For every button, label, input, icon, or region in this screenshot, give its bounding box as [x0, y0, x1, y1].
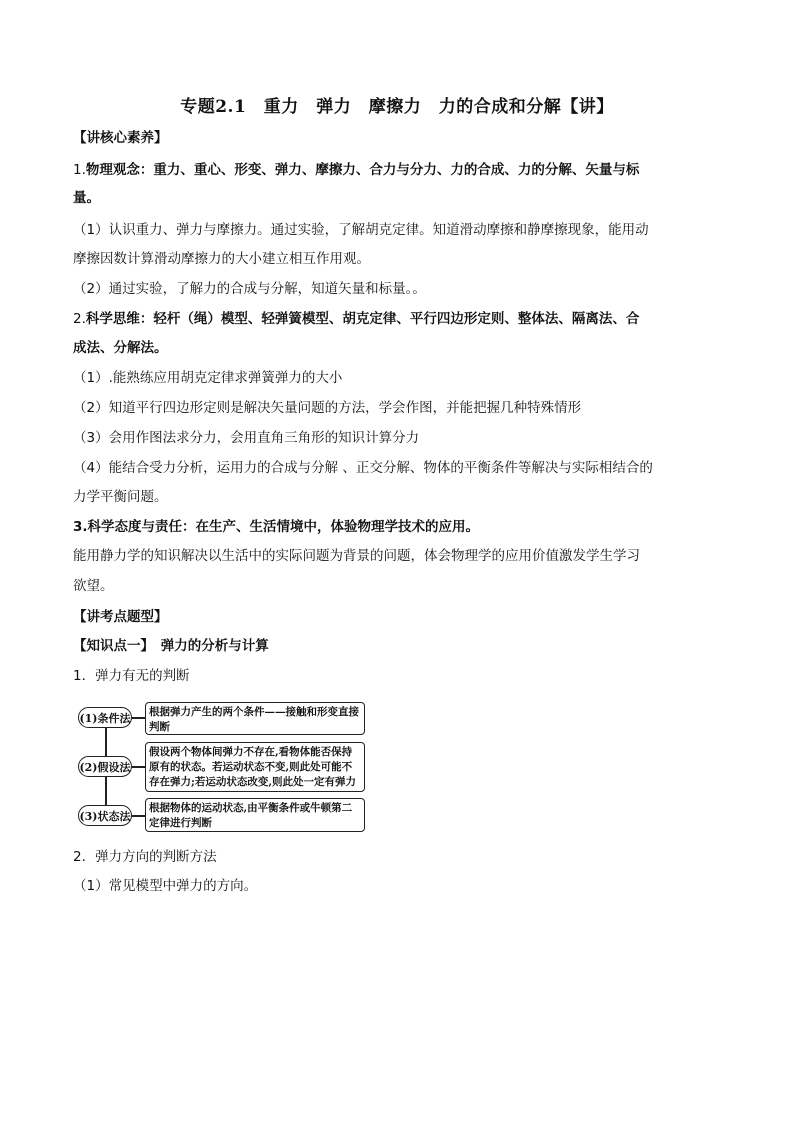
- text-line: （1）认识重力、弹力与摩擦力。通过实验，了解胡克定律。知道滑动摩擦和静摩擦现象，能用动: [73, 222, 649, 238]
- text-line: （1）常见模型中弹力的方向。: [73, 878, 258, 894]
- text-line: 力学平衡问题。: [73, 489, 168, 505]
- method-label: (2)假设法: [78, 756, 132, 777]
- text-line: （3）会用作图法求分力，会用直角三角形的知识计算分力: [73, 430, 420, 446]
- elastic-force-judgment-diagram: [73, 700, 373, 840]
- knowledge-point-heading: 【知识点一】 弹力的分析与计算: [73, 638, 269, 654]
- connector-line: [132, 766, 145, 768]
- page-title: 专题2.1 重力 弹力 摩擦力 力的合成和分解【讲】: [180, 97, 614, 117]
- method-description: 根据弹力产生的两个条件——接触和形变直接判断: [145, 702, 365, 735]
- paragraph-physics-concept-cont: 量。: [73, 190, 100, 206]
- text-line: 2．弹力方向的判断方法: [73, 849, 217, 865]
- text-line: （2）通过实验，了解力的合成与分解，知道矢量和标量。。: [73, 281, 426, 297]
- text-line: 能用静力学的知识解决以生活中的实际问题为背景的问题，体会物理学的应用价值激发学生学习: [73, 548, 640, 564]
- method-description: 假设两个物体间弹力不存在,看物体能否保持原有的状态。若运动状态不变,则此处可能不存在弹力;若运动状态改变,则此处一定有弹力: [145, 742, 365, 792]
- section-heading-core: 【讲核心素养】: [73, 130, 168, 146]
- text-line: 欲望。: [73, 578, 114, 594]
- item-label: 物理观念：重力、重心、形变、弹力、摩擦力、合力与分力、力的合成、力的分解、矢量与标: [85, 162, 640, 178]
- text-line: （1）.能熟练应用胡克定律求弹簧弹力的大小: [73, 370, 343, 386]
- connector-line: [132, 815, 145, 817]
- text-line: （4）能结合受力分析，运用力的合成与分解 、正交分解、物体的平衡条件等解决与实际相结合的: [73, 460, 653, 476]
- paragraph-attitude: 3.科学态度与责任：在生产、生活情境中，体验物理学技术的应用。: [73, 519, 480, 535]
- section-heading-exam: 【讲考点题型】: [73, 609, 168, 625]
- item-label: 科学思维：轻杆（绳）模型、轻弹簧模型、胡克定律、平行四边形定则、整体法、隔离法、合: [85, 311, 640, 327]
- item-number: 2.: [73, 311, 86, 327]
- method-label: (3)状态法: [78, 805, 132, 826]
- text-line: 摩擦因数计算滑动摩擦力的大小建立相互作用观。: [73, 251, 370, 267]
- paragraph-physics-concept: [73, 160, 733, 180]
- text-line: 1．弹力有无的判断: [73, 668, 190, 684]
- method-label: (1)条件法: [78, 707, 132, 728]
- paragraph-scientific-thinking-cont: 成法、分解法。: [73, 340, 168, 356]
- method-description: 根据物体的运动状态,由平衡条件或牛顿第二定律进行判断: [145, 798, 365, 832]
- connector-line: [132, 717, 145, 719]
- paragraph-scientific-thinking: [73, 309, 733, 329]
- item-number: 1.: [73, 162, 86, 178]
- text-line: （2）知道平行四边形定则是解决矢量问题的方法，学会作图，并能把握几种特殊情形: [73, 400, 582, 416]
